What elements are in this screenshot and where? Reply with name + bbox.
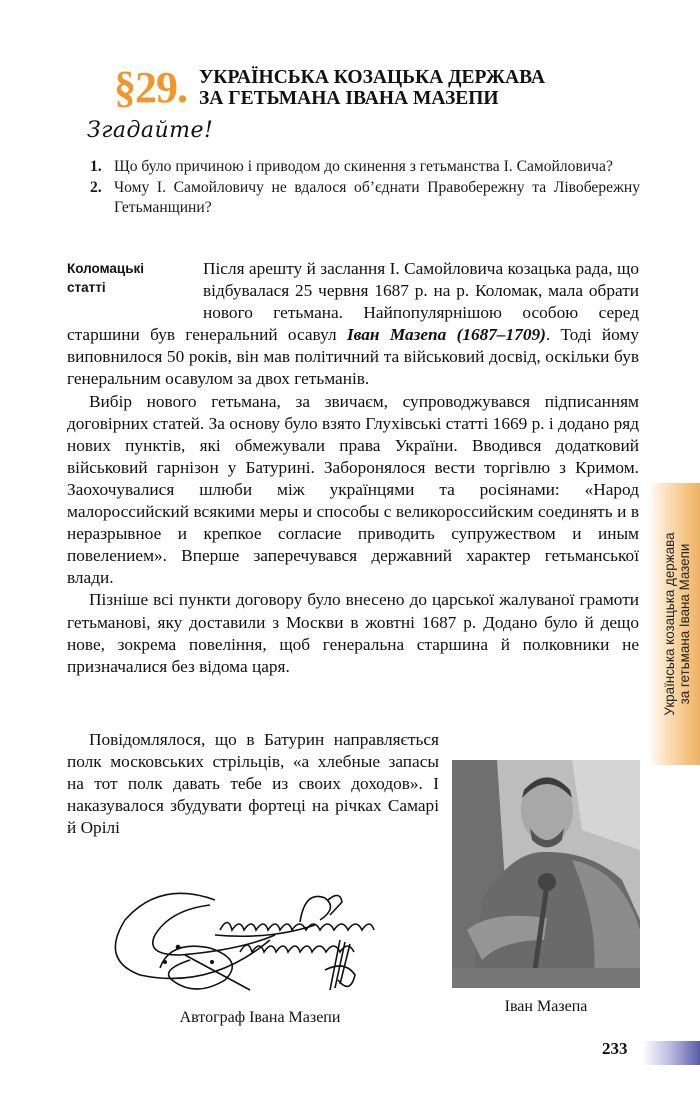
page-marker-band [642, 1041, 700, 1065]
emphasis-name: Іван Мазепа (1687–1709) [346, 325, 546, 345]
autograph-image [100, 880, 420, 1000]
side-tab-text [656, 483, 700, 765]
question-text: Чому І. Самойловичу не вдалося об’єднати Правобережну та Лівобережну Гетьманщини? [114, 179, 640, 216]
portrait-caption: Іван Мазепа [504, 998, 588, 1015]
recall-questions [90, 157, 640, 219]
signature-icon [100, 880, 420, 1000]
body-text-narrow [67, 729, 439, 839]
section-title-line2: ЗА ГЕТЬМАНА ІВАНА МАЗЕПИ [199, 88, 499, 109]
side-tab-line2: за гетьмана Івана Мазепи [677, 543, 692, 705]
paragraph-4: Повідомлялося, що в Батурин направляється полк московських стрільців, «а хлебные запасы на тот полк давать тебе из своих доходов». І наказувалося збудувати фортеці на річках Самарі й Орілі [67, 730, 439, 838]
question-text: Що було причиною і приводом до скинення з гетьманства І. Самойловича? [114, 158, 613, 175]
margin-note-space [67, 258, 203, 324]
margin-note-line2: статті [67, 280, 106, 295]
question-item [90, 157, 640, 177]
question-item [90, 178, 640, 218]
recall-label: Згадайте! [87, 118, 214, 143]
paragraph-1-text: Після арешту й заслання І. Самойловича козацька рада, що відбувалася 25 червня 1687 р. на р. Коломак, мала обрати нового гетьмана. Найпопулярнішою особою серед старшини був генеральний осавул [67, 259, 639, 345]
paragraph-number: §29. [114, 63, 187, 112]
section-heading [114, 63, 546, 112]
autograph-caption: Автограф Івана Мазепи [179, 1009, 341, 1026]
section-title-line1: УКРАЇНСЬКА КОЗАЦЬКА ДЕРЖАВА [199, 67, 546, 88]
section-title [199, 67, 545, 109]
side-tab-line1: Українська козацька держава [662, 532, 677, 716]
question-number: 2. [90, 179, 102, 196]
question-number: 1. [90, 158, 102, 175]
paragraph-3: Пізніше всі пункти договору було внесено до царської жалуваної грамоти гетьманові, яку доставили з Москви в жовтні 1687 р. Додано було й дещо нове, зокрема повеління, щоб генеральна старшина й полковники не призначалися без відома царя. [67, 590, 639, 676]
paragraph-2: Вибір нового гетьмана, за звичаєм, супроводжувався підписанням договірних статей. За основу було взято Глухівські статті 1669 р. і додано ряд нових пунктів, які обмежували права України. Вводився додатковий військовий гарнізон у Батурині. Заборонялося вести торгівлю з Кримом. Заохочувалися шлюби між українцями та росіянами: «Народ малороссийский всякими меры и способы с великороссийским соединять и в неразрывное и крепкое согласие приводить супружеством и иным повелением». Вперше заперечувався державний характер гетьманської влади. [67, 391, 639, 588]
portrait-image [452, 760, 640, 988]
paragraph-1-text-end: . Тоді йому виповнилося 50 років, він мав політичний та військовий досвід, оскільки був генеральним осавулом за двох гетьманів. [67, 325, 639, 389]
margin-note-line1: Коломацькі [67, 261, 145, 276]
portrait-illustration-icon [452, 760, 640, 988]
body-text [67, 258, 639, 678]
page-number: 233 [602, 1039, 628, 1058]
chapter-side-tab [648, 483, 700, 765]
